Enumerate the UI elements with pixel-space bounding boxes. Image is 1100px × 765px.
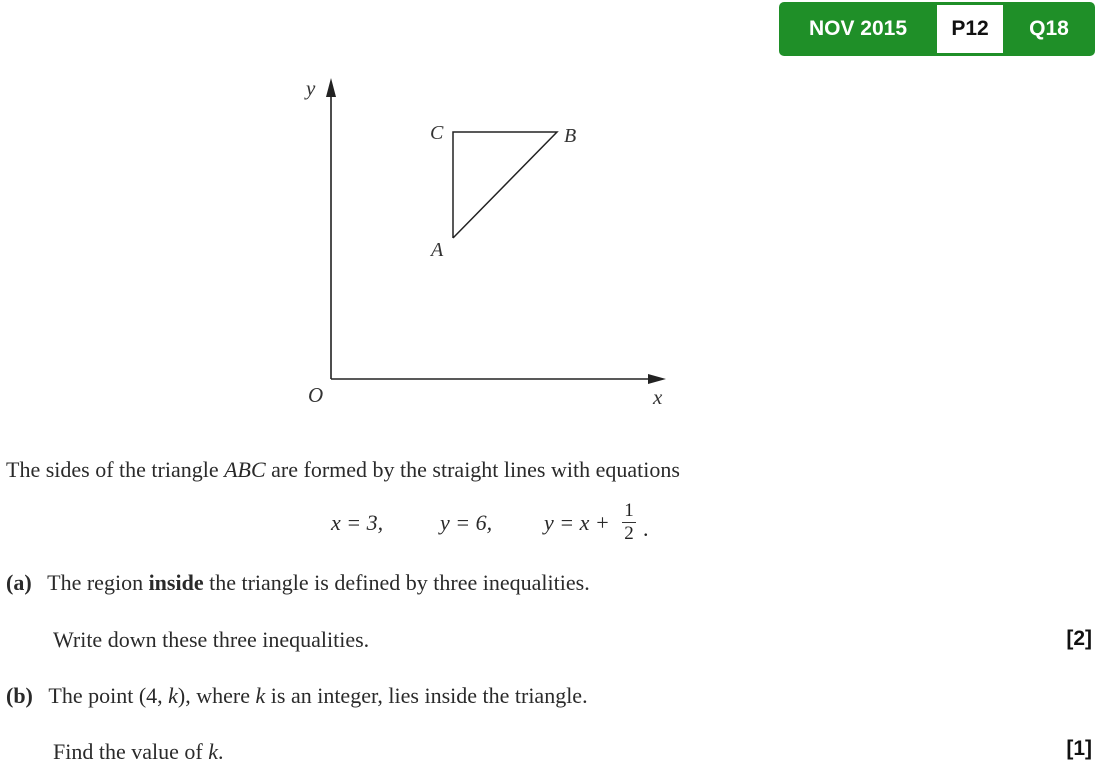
triangle-abc [453,132,557,238]
y-axis-label: y [306,76,316,100]
triangle-diagram [0,0,700,420]
equation-end-period: . [643,516,649,541]
equation-x: x = 3, [331,510,384,535]
question-number-label: Q18 [1029,17,1069,40]
part-b-instruction-k: k [208,739,218,764]
fraction-numerator: 1 [624,500,634,521]
part-b-instruction-start: Find the value of [53,739,209,764]
part-b-text-start: The point (4, [48,683,169,708]
fraction-one-half [622,500,636,545]
equation-line: y = x + [544,510,610,535]
part-a-label: (a) [6,570,32,595]
question-intro [6,457,680,483]
part-a-text-end: the triangle is defined by three inequalities. [203,570,590,595]
part-b-instruction [53,739,223,765]
part-b-instruction-end: . [217,739,224,764]
part-a-text-start: The region [47,570,149,595]
part-b-text-end: is an integer, lies inside the triangle. [265,683,588,708]
part-a-bold-word: inside [148,570,204,595]
part-b-variable-k: k [168,683,178,708]
x-axis-label: x [653,385,663,409]
intro-text-end: are formed by the straight lines with equations [265,457,680,482]
question-reference-badge [779,2,1095,56]
part-b-text-mid: ), where [177,683,256,708]
vertex-c-label: C [430,122,444,144]
part-b-statement [6,683,588,709]
intro-text-start: The sides of the triangle [6,457,225,482]
part-a-statement [6,570,590,596]
triangle-name: ABC [224,457,266,482]
origin-label: O [308,383,324,407]
vertex-b-label: B [564,125,577,147]
part-a-instruction: Write down these three inequalities. [53,627,370,652]
y-axis-arrowhead [326,78,336,97]
x-axis-arrowhead [648,374,666,384]
vertex-a-label: A [431,239,444,261]
part-b-marks: [1] [1066,737,1092,760]
paper-number-label: P12 [937,5,1003,53]
equation-y: y = 6, [440,510,493,535]
part-b-label: (b) [6,683,33,708]
part-a-marks: [2] [1066,627,1092,650]
exam-session-label: NOV 2015 [808,17,908,40]
fraction-denominator: 2 [624,523,634,544]
part-b-variable-k-second: k [255,683,266,708]
